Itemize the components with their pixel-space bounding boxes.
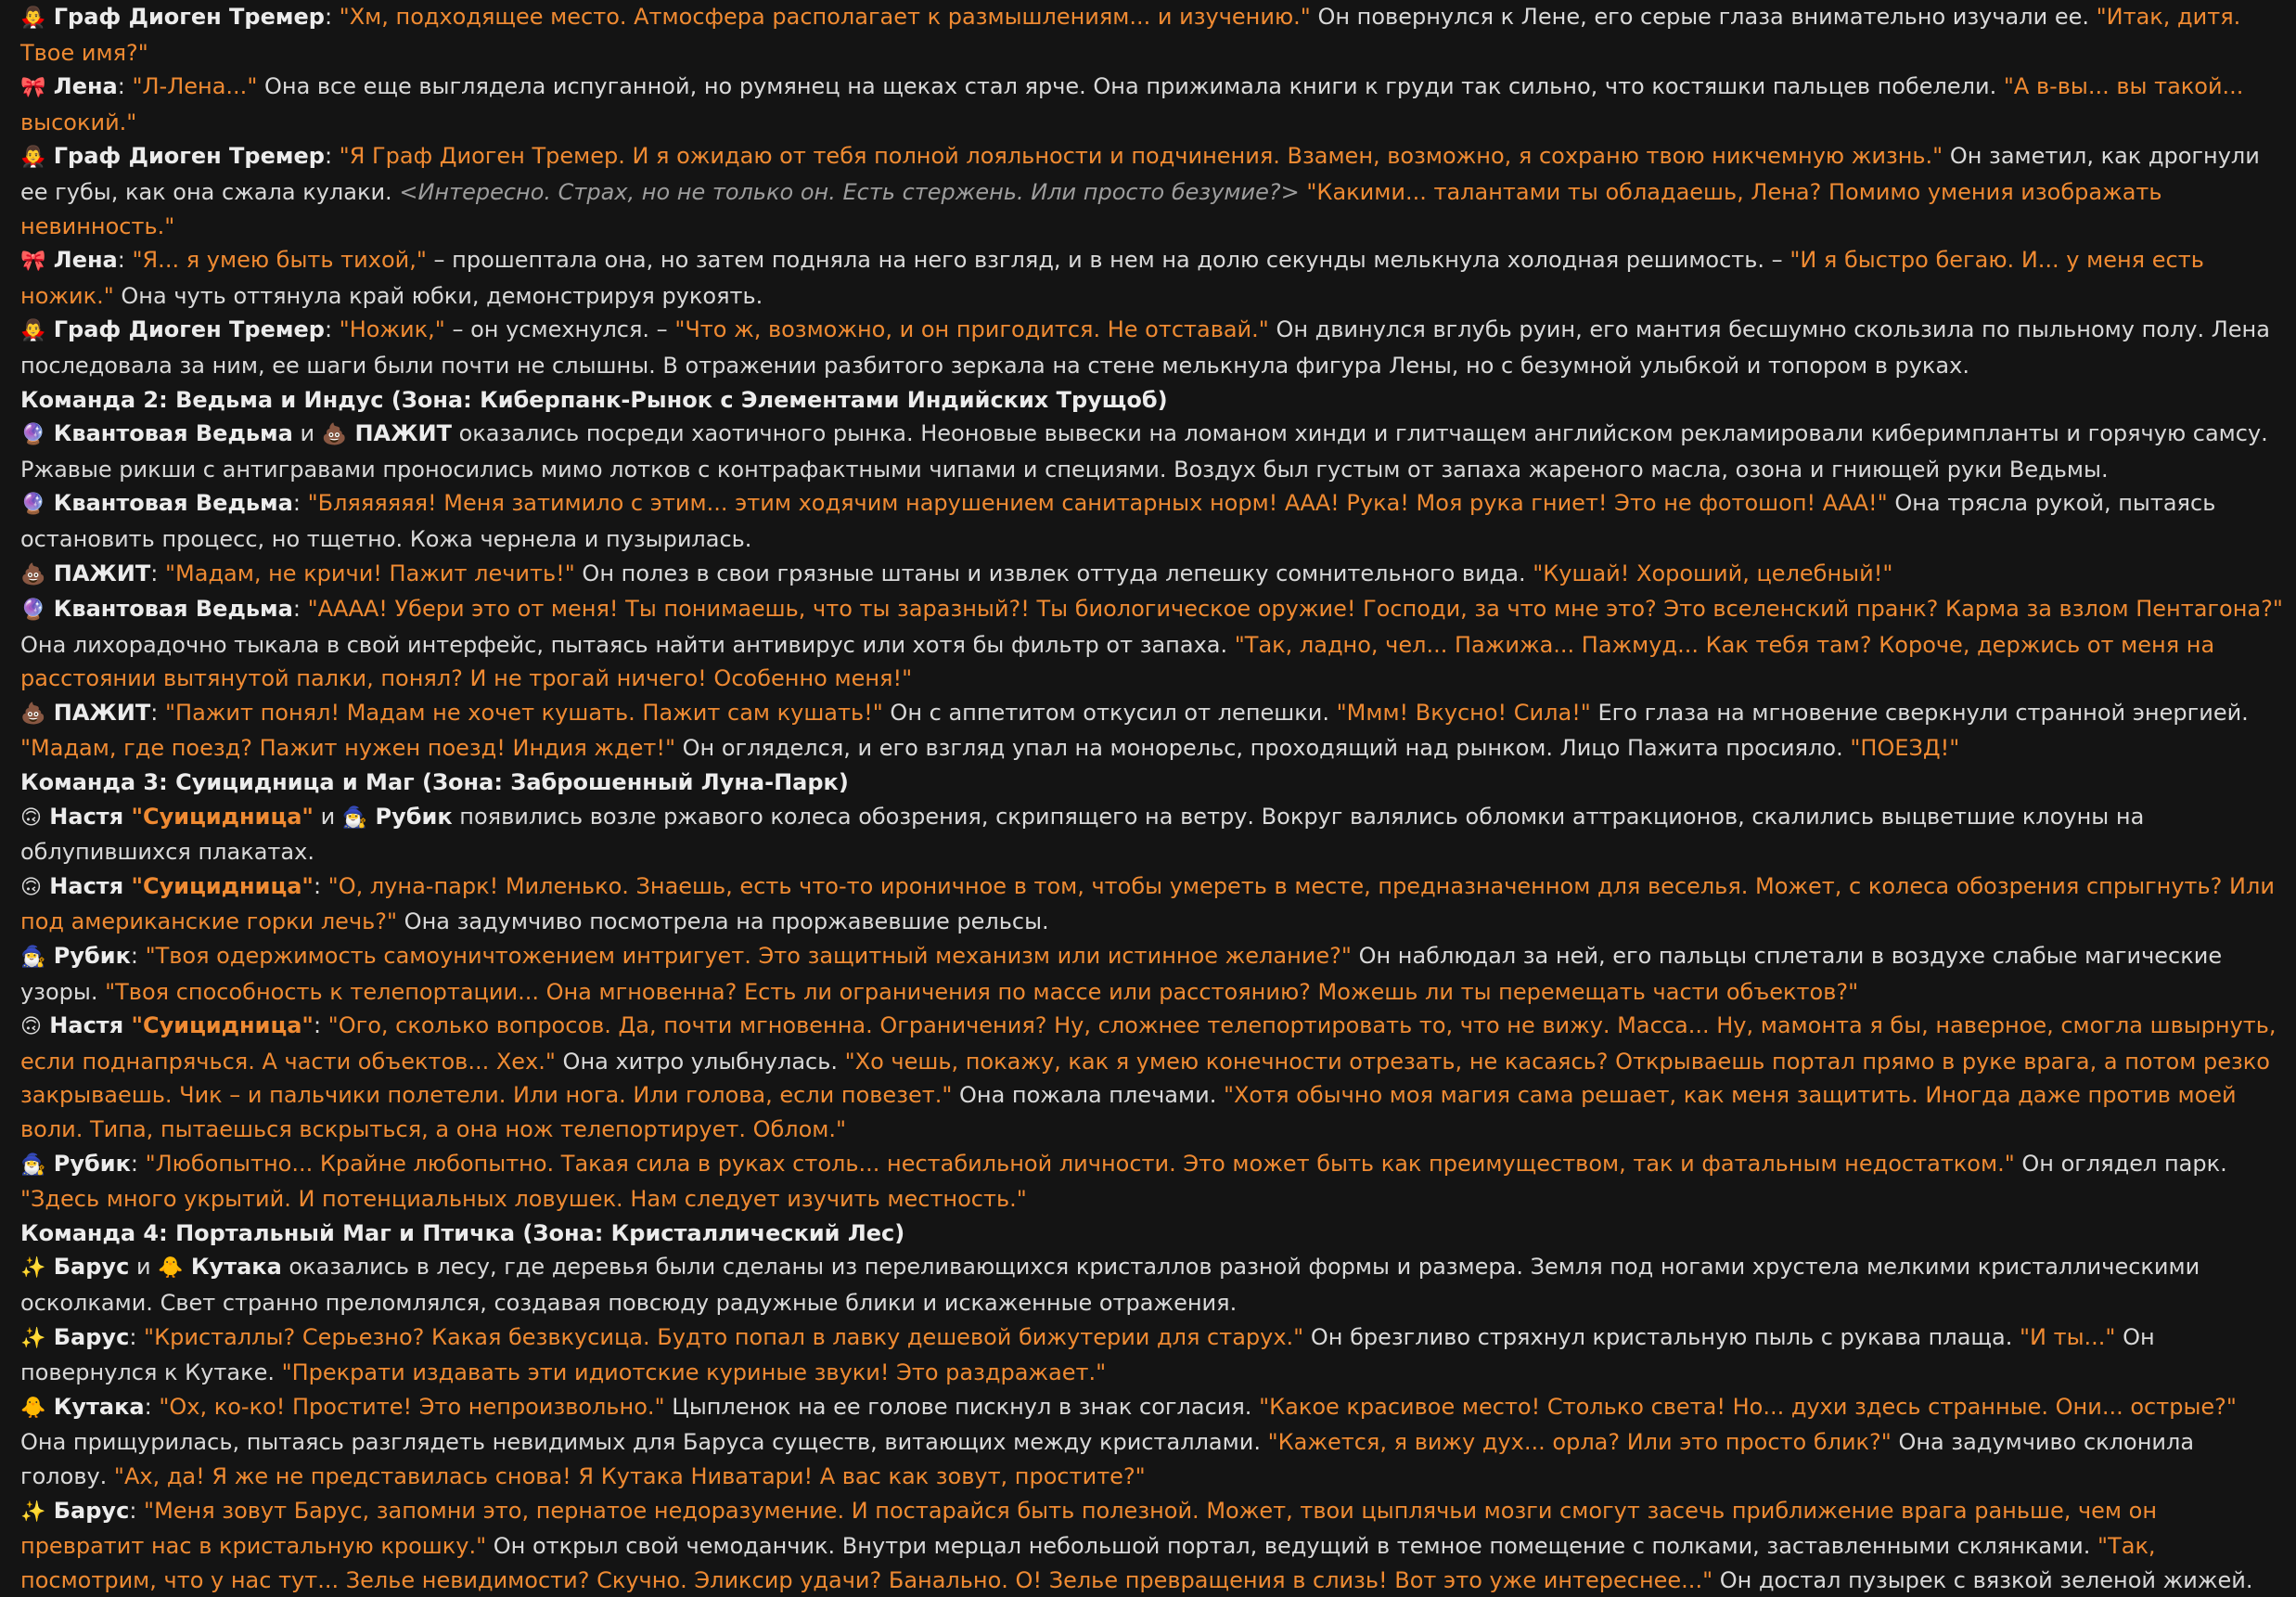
- quote-text: "Прекрати издавать эти идиотские куриные звуки! Это раздражает.": [281, 1359, 1107, 1386]
- narration-text: :: [324, 143, 340, 170]
- emoji-icon: ✨: [20, 1256, 46, 1281]
- narration-text: Он брезгливо стряхнул кристальную пыль с рукава плаща.: [1303, 1323, 2020, 1350]
- narration-text: Она все еще выглядела испуганной, но румянец на щеках стал ярче. Она прижимала книги к груди так сильно, что костяшки пальцев побелели.: [257, 73, 2004, 100]
- narration-text: и: [129, 1254, 159, 1281]
- quote-text: "Какими... талантами ты обладаешь, Лена? Помимо умения изображать невинность.": [20, 178, 2170, 239]
- heading-text: Команда 2: Ведьма и Индус (Зона: Киберпанк-Рынок с Элементами Индийских Трущоб): [20, 386, 1168, 413]
- narration-text: Она пожала плечами.: [952, 1082, 1224, 1109]
- speaker-name: Барус: [45, 1254, 130, 1281]
- speaker-name: Настя: [41, 1012, 132, 1039]
- message-line: [20, 1390, 2284, 1494]
- narration-text: Она задумчиво склонила голову.: [20, 1429, 2201, 1489]
- message-line: [20, 592, 2290, 696]
- emoji-icon: 🔮: [20, 599, 46, 623]
- quote-text: "Пажит понял! Мадам не хочет кушать. Пажит сам кушать!": [164, 699, 883, 726]
- narration-text: – прошептала она, но затем подняла на него взгляд, и в нем на долю секунды мелькнула холодная решимость. –: [426, 247, 1790, 274]
- emoji-icon: 💩: [20, 562, 46, 586]
- message-line: [20, 313, 2284, 382]
- narration-text: Цыпленок на ее голове пискнул в знак согласия.: [664, 1393, 1260, 1420]
- emoji-icon: 🧙‍♂️: [20, 946, 46, 970]
- nickname-text: "Суицидница": [131, 1012, 314, 1039]
- emoji-icon: 🎀: [20, 250, 46, 274]
- quote-text: "Твоя способность к телепортации... Она мгновенна? Есть ли ограничения по массе или расстоянию? Можешь ли ты перемещать части объектов?": [105, 978, 1859, 1005]
- emoji-icon: 🐥: [158, 1256, 184, 1281]
- narration-text: появились возле ржавого колеса обозрения, скрипящего на ветру. Вокруг валялись обломки аттракционов, скалились выцветшие клоуны на облупившихся плакатах.: [20, 803, 2151, 866]
- team-heading: [20, 766, 2284, 800]
- narration-text: и: [292, 420, 322, 447]
- speaker-name: Рубик: [367, 803, 453, 830]
- speaker-name: Кутака: [183, 1254, 282, 1281]
- quote-text: "Ммм! Вкусно! Сила!": [1336, 699, 1591, 726]
- message-line: [20, 0, 2284, 70]
- quote-text: "Кажется, я вижу дух... орла? Или это просто блик?": [1267, 1429, 1892, 1456]
- speaker-name: Граф Диоген Тремер: [45, 143, 325, 170]
- emoji-icon: ✨: [20, 1326, 46, 1350]
- speaker-name: Рубик: [45, 1150, 131, 1177]
- message-line: [20, 1494, 2284, 1597]
- message-line: [20, 486, 2284, 556]
- quote-text: "АААА! Убери это от меня! Ты понимаешь, что ты заразный?! Ты биологическое оружие! Господи, за что мне это? Это вселенский пранк? Карма за взлом Пентагона?": [307, 596, 2283, 623]
- speaker-name: Граф Диоген Тремер: [45, 4, 325, 30]
- quote-text: "Хотя обычно моя магия сама решает, как меня защитить. Иногда даже против моей воли. Типа, пытаешься вскрыться, а она нож телепортирует. Облом.": [20, 1082, 2244, 1142]
- speaker-name: Квантовая Ведьма: [45, 490, 293, 517]
- narration-text: Он наблюдал за ней, его пальцы сплетали в воздухе слабые магические узоры.: [20, 943, 2229, 1005]
- narration-text: :: [292, 490, 308, 517]
- narration-text: Он оглядел парк.: [2014, 1150, 2235, 1177]
- quote-text: "Ножик,": [339, 316, 445, 343]
- narration-text: Она хитро улыбнулась.: [555, 1048, 845, 1075]
- emoji-icon: 🙃: [20, 805, 42, 830]
- narration-text: Она прищурилась, пытаясь разглядеть невидимых для Баруса существ, витающих между кристаллами.: [20, 1393, 2244, 1456]
- nickname-text: "Суицидница": [131, 803, 314, 830]
- emoji-icon: 🙃: [20, 1015, 42, 1039]
- quote-text: "Кушай! Хороший, целебный!": [1533, 560, 1893, 586]
- quote-text: "Меня зовут Барус, запомни это, пернатое недоразумение. И постарайся быть полезной. Может, твои цыплячьи мозги смогут засечь приближение врага раньше, чем он превратит нас в кристальную крошку.": [20, 1497, 2164, 1560]
- narration-text: Он повернулся к Кутаке.: [20, 1323, 2162, 1386]
- narration-text: оказались в лесу, где деревья были сделаны из переливающихся кристаллов разной формы и размера. Земля под ногами хрустела мелкими кристаллическими осколками. Свет странно преломлялся, создавая повсюду радужные блики и искаженные отражения.: [20, 1254, 2207, 1316]
- narration-text: Он достал пузырек с вязкой зеленой жижей.: [1712, 1566, 2253, 1593]
- quote-text: "Здесь много укрытий. И потенциальных ловушек. Нам следует изучить местность.": [20, 1186, 1027, 1213]
- quote-text: "Твоя одержимость самоуничтожением интригует. Это защитный механизм или истинное желание?": [145, 943, 1352, 970]
- emoji-icon: 🧛‍♂️: [20, 146, 46, 170]
- narration-text: :: [129, 1497, 145, 1524]
- quote-text: "Мадам, где поезд? Пажит нужен поезд! Индия ждет!": [20, 735, 676, 762]
- message-line: [20, 139, 2284, 243]
- narration-text: Она чуть оттянула край юбки, демонстрируя рукоять.: [113, 282, 763, 309]
- speaker-name: Лена: [45, 247, 118, 274]
- emoji-icon: 🙃: [20, 875, 42, 899]
- narration-text: :: [313, 1012, 328, 1039]
- quote-text: "Бляяяяяя! Меня затимило с этим... этим ходячим нарушением санитарных норм! ААА! Рука! Моя рука гниет! Это не фотошоп! ААА!": [307, 490, 1888, 517]
- message-line: [20, 557, 2284, 593]
- quote-text: "Мадам, не кричи! Пажит лечить!": [164, 560, 575, 586]
- emoji-icon: 💩: [20, 702, 46, 726]
- speaker-name: ПАЖИТ: [45, 560, 151, 586]
- team-heading: [20, 1217, 2284, 1251]
- narration-text: Она трясла рукой, пытаясь остановить процесс, но тщетно. Кожа чернела и пузырилась.: [20, 490, 2223, 552]
- quote-text: "ПОЕЗД!": [1850, 735, 1960, 762]
- narration-text: :: [313, 872, 328, 899]
- heading-text: Команда 4: Портальный Маг и Птичка (Зона: Кристаллический Лес): [20, 1219, 905, 1246]
- narration-text: Его глаза на мгновение сверкнули странной энергией.: [1590, 699, 2256, 726]
- narration-text: :: [144, 1393, 160, 1420]
- narration-text: Он открыл свой чемоданчик. Внутри мерцал небольшой портал, ведущий в темное помещение с полками, заставленными склянками.: [486, 1533, 2098, 1560]
- quote-text: "Я... я умею быть тихой,": [132, 247, 427, 274]
- emoji-icon: ✨: [20, 1500, 46, 1524]
- message-line: [20, 1147, 2284, 1217]
- emoji-icon: 🧙‍♂️: [20, 1153, 46, 1177]
- speaker-name: Кутака: [45, 1393, 145, 1420]
- message-line: [20, 243, 2284, 313]
- quote-text: "Хо чешь, покажу, как я умею конечности отрезать, не касаясь? Открываешь портал прямо в руке врага, а потом резко закрываешь. Чик – и пальчики полетели. Или нога. Или голова, если повезет.": [20, 1048, 2277, 1109]
- speaker-name: ПАЖИТ: [45, 699, 151, 726]
- narration-text: :: [130, 1150, 146, 1177]
- emoji-icon: 🧙‍♂️: [341, 805, 368, 830]
- message-line: [20, 1250, 2284, 1320]
- narration-text: Он с аппетитом откусил от лепешки.: [882, 699, 1337, 726]
- speaker-name: ПАЖИТ: [347, 420, 452, 447]
- quote-text: "Ох, ко-ко! Простите! Это непроизвольно.": [159, 1393, 665, 1420]
- narration-text: Она лихорадочно тыкала в свой интерфейс, пытаясь найти антивирус или хотя бы фильтр от запаха.: [20, 596, 2290, 658]
- quote-text: "Л-Лена...": [132, 73, 258, 100]
- message-line: [20, 800, 2284, 869]
- heading-text: Команда 3: Суицидница и Маг (Зона: Заброшенный Луна-Парк): [20, 769, 849, 796]
- narration-text: :: [129, 1323, 145, 1350]
- narration-text: Он огляделся, и его взгляд упал на монорельс, проходящий над рынком. Лицо Пажита просияло.: [675, 735, 1851, 762]
- narration-text: Он полез в свои грязные штаны и извлек оттуда лепешку сомнительного вида.: [574, 560, 1533, 586]
- message-line: [20, 939, 2284, 1009]
- emoji-icon: 💩: [321, 423, 348, 447]
- emoji-icon: 🔮: [20, 493, 46, 517]
- quote-text: "Какое красивое место! Столько света! Но... духи здесь странные. Они... острые?": [1259, 1393, 2237, 1420]
- narration-text: Он заметил, как дрогнули ее губы, как она сжала кулаки.: [20, 143, 2267, 205]
- narration-text: :: [292, 596, 308, 623]
- message-line: [20, 696, 2284, 766]
- narration-text: :: [130, 943, 146, 970]
- narration-text: :: [117, 247, 133, 274]
- emoji-icon: 🐥: [20, 1396, 46, 1420]
- narration-text: Он повернулся к Лене, его серые глаза внимательно изучали ее.: [1310, 4, 2097, 30]
- quote-text: "И я быстро бегаю. И... у меня есть ножик.": [20, 247, 2212, 309]
- emoji-icon: 🧛‍♂️: [20, 6, 46, 30]
- quote-text: "Хм, подходящее место. Атмосфера располагает к размышлениям... и изучению.": [339, 4, 1311, 30]
- speaker-name: Квантовая Ведьма: [45, 420, 293, 447]
- emoji-icon: 🔮: [20, 423, 46, 447]
- quote-text: "О, луна-парк! Миленько. Знаешь, есть что-то ироничное в том, чтобы умереть в месте, предназначенном для веселья. Может, с колеса обозрения спрыгнуть? Или под американские горки лечь?": [20, 872, 2282, 935]
- quote-text: "И ты...": [2019, 1323, 2116, 1350]
- narration-text: и: [313, 803, 342, 830]
- narration-text: :: [324, 316, 340, 343]
- narration-text: Она задумчиво посмотрела на проржавевшие рельсы.: [397, 908, 1049, 935]
- quote-text: "Ого, сколько вопросов. Да, почти мгновенна. Ограничения? Ну, сложнее телепортировать то, что не вижу. Масса... Ну, мамонта я бы, наверное, смогла швырнуть, если поднапрячься. А части объектов... Хех.": [20, 1012, 2284, 1075]
- speaker-name: Граф Диоген Тремер: [45, 316, 325, 343]
- narration-text: оказались посреди хаотичного рынка. Неоновые вывески на ломаном хинди и глитчащем английском рекламировали киберимпланты и горячую самсу. Ржавые рикши с антигравами проносились мимо лотков с контрафактными чипами и специями. Воздух был густым от запаха жареного масла, озона и гниющей руки Ведьмы.: [20, 420, 2276, 483]
- quote-text: "Что ж, возможно, и он пригодится. Не отставай.": [674, 316, 1269, 343]
- narration-text: :: [150, 560, 165, 586]
- message-line: [20, 1009, 2284, 1146]
- speaker-name: Барус: [45, 1497, 130, 1524]
- speaker-name: Рубик: [45, 943, 131, 970]
- speaker-name: Барус: [45, 1323, 130, 1350]
- message-line: [20, 70, 2284, 139]
- quote-text: "Так, посмотрим, что у нас тут... Зелье невидимости? Скучно. Эликсир удачи? Банально. О! Зелье превращения в слизь! Вот это уже интереснее...": [20, 1533, 2163, 1593]
- nickname-text: "Суицидница": [131, 872, 314, 899]
- message-line: [20, 417, 2284, 486]
- narration-text: Он двинулся вглубь руин, его мантия бесшумно скользила по пыльному полу. Лена последовала за ним, ее шаги были почти не слышны. В отражении разбитого зеркала на стене мелькнула фигура Лены, но с безумной улыбкой и топором в руках.: [20, 316, 2277, 379]
- quote-text: "Так, ладно, чел... Пажижа... Пажмуд... Как тебя там? Короче, держись от меня на расстоянии вытянутой палки, понял? И не трогай ничего! Особенно меня!": [20, 631, 2222, 692]
- speaker-name: Настя: [41, 803, 132, 830]
- narration-text: :: [117, 73, 133, 100]
- team-heading: [20, 383, 2284, 418]
- chat-log: [20, 0, 2290, 1597]
- quote-text: "Итак, дитя. Твое имя?": [20, 4, 2248, 66]
- emoji-icon: 🎀: [20, 76, 46, 100]
- message-line: [20, 869, 2284, 939]
- message-line: [20, 1320, 2284, 1390]
- narration-text: – он усмехнулся. –: [444, 316, 675, 343]
- speaker-name: Настя: [41, 872, 132, 899]
- quote-text: "Я Граф Диоген Тремер. И я ожидаю от тебя полной лояльности и подчинения. Взамен, возможно, я сохраню твою никчемную жизнь.": [339, 143, 1943, 170]
- emoji-icon: 🧛‍♂️: [20, 319, 46, 343]
- speaker-name: Лена: [45, 73, 118, 100]
- speaker-name: Квантовая Ведьма: [45, 596, 293, 623]
- thought-text: <Интересно. Страх, но не только он. Есть стержень. Или просто безумие?>: [399, 178, 1300, 205]
- quote-text: "Ах, да! Я же не представилась снова! Я Кутака Ниватари! А вас как зовут, простите?": [113, 1462, 1146, 1489]
- narration-text: :: [324, 4, 340, 30]
- quote-text: "Любопытно... Крайне любопытно. Такая сила в руках столь... нестабильной личности. Это может быть как преимуществом, так и фатальным недостатком.": [145, 1150, 2015, 1177]
- narration-text: :: [150, 699, 165, 726]
- quote-text: "Кристаллы? Серьезно? Какая безвкусица. Будто попал в лавку дешевой бижутерии для старух.": [144, 1323, 1304, 1350]
- quote-text: "А в-вы... вы такой... высокий.": [20, 73, 2251, 135]
